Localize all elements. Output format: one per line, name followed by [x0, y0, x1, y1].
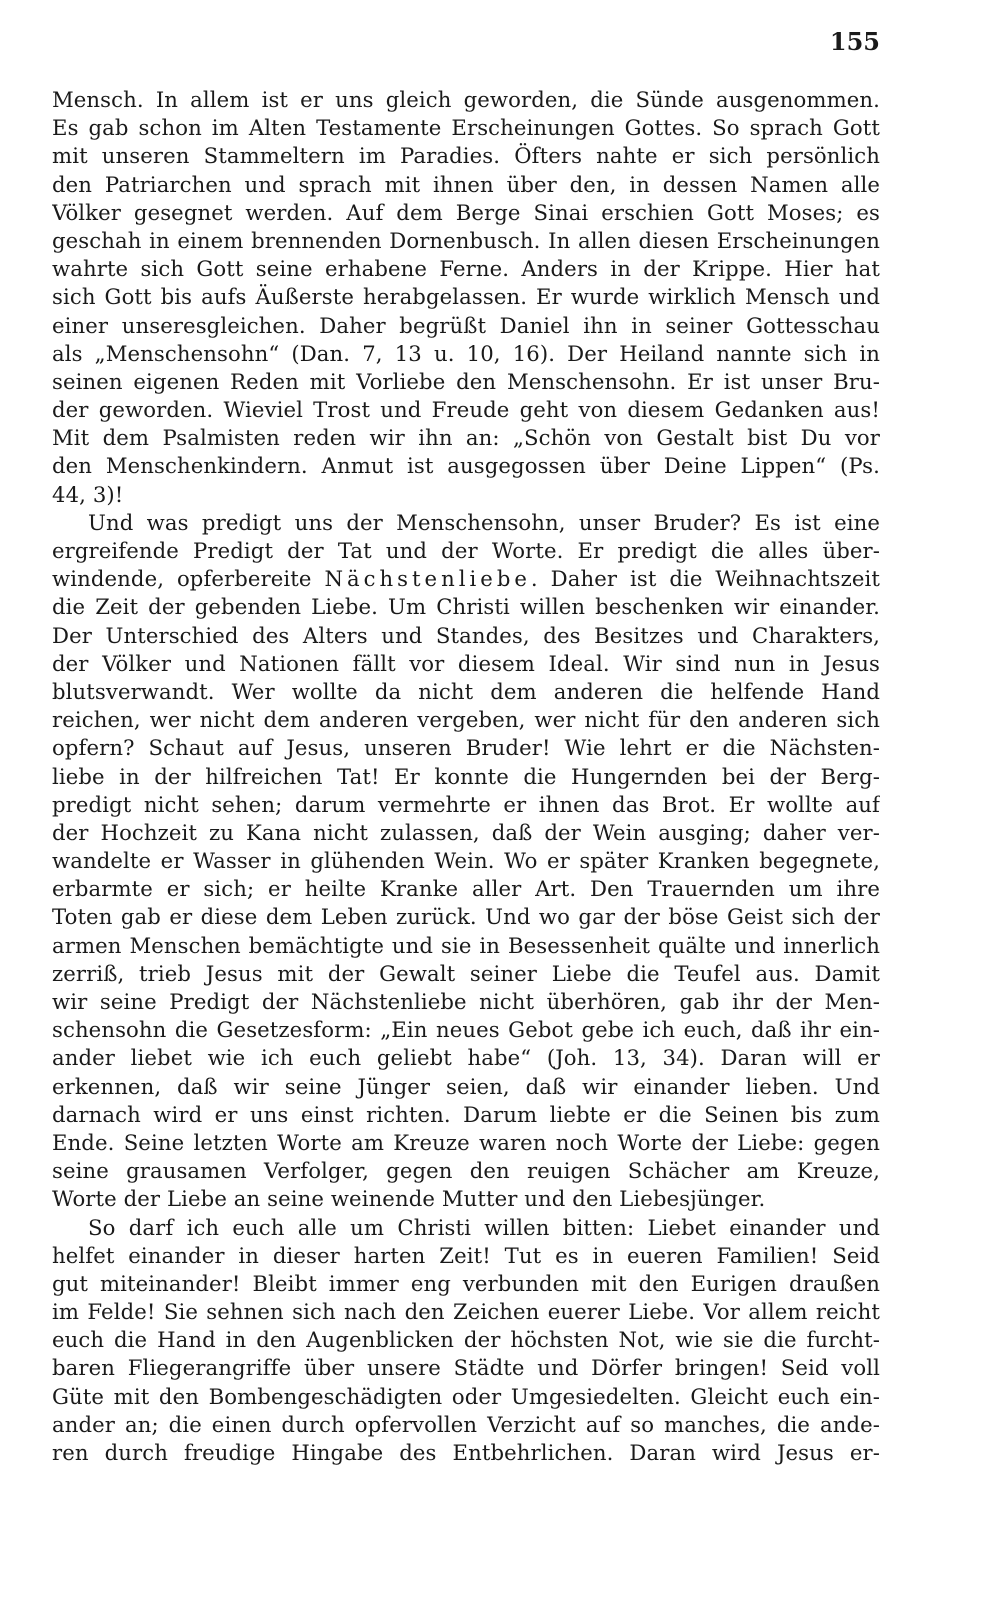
text-line-content: blutsverwandt. Wer wollte da nicht dem anderen die helfende Hand — [52, 678, 880, 704]
text-line-content: mit unseren Stammeltern im Paradies. Öfters nahte er sich persönlich — [52, 143, 880, 169]
text-line-content: wandelte er Wasser in glühenden Wein. Wo er später Kranken begegnete, — [52, 848, 880, 874]
text-line-content: baren Fliegerangriffe über unsere Städte und Dörfer bringen! Seid voll — [52, 1355, 880, 1381]
text-line — [52, 199, 880, 227]
text-line-content: schensohn die Gesetzesform: „Ein neues Gebot gebe ich euch, daß ihr ein- — [52, 1017, 880, 1043]
text-line — [52, 481, 880, 509]
page-number: 155 — [829, 27, 880, 56]
text-line-content: der Hochzeit zu Kana nicht zulassen, daß der Wein ausging; daher ver- — [52, 819, 880, 845]
text-line-content: Völker gesegnet werden. Auf dem Berge Sinai erschien Gott Moses; es — [52, 199, 880, 225]
text-line-content: Es gab schon im Alten Testamente Erscheinungen Gottes. So sprach Gott — [52, 115, 880, 141]
book-page — [52, 27, 880, 1570]
text-line-content: einer unseresgleichen. Daher begrüßt Daniel ihn in seiner Gottesschau — [52, 312, 880, 338]
text-line — [52, 819, 880, 847]
text-line — [52, 1129, 880, 1157]
text-line-content: . Daher ist die Weihnachtszeit — [530, 566, 880, 592]
text-line — [52, 1073, 880, 1101]
text-line-content: zerriß, trieb Jesus mit der Gewalt seiner Liebe die Teufel aus. Damit — [52, 960, 880, 986]
text-line — [52, 509, 880, 537]
text-line-content: erbarmte er sich; er heilte Kranke aller Art. Den Trauernden um ihre — [52, 876, 880, 902]
text-line-content: wir seine Predigt der Nächstenliebe nicht überhören, gab ihr der Men- — [52, 989, 880, 1014]
text-line — [52, 114, 880, 142]
text-line — [52, 1101, 880, 1129]
text-line — [52, 368, 880, 396]
text-line-content: der Völker und Nationen fällt vor diesem Ideal. Wir sind nun in Jesus — [52, 650, 880, 676]
text-line — [52, 650, 880, 678]
text-line-content: ander an; die einen durch opfervollen Verzicht auf so manches, die ande- — [52, 1411, 880, 1437]
text-line-content: die Zeit der gebenden Liebe. Um Christi willen beschenken wir einander. — [52, 594, 880, 620]
text-line-content: als „Menschensohn“ (Dan. 7, 13 u. 10, 16). Der Heiland nannte sich in — [52, 340, 880, 366]
text-line-content: windende, opferbereite — [52, 566, 325, 592]
text-line — [52, 424, 880, 452]
text-line-content: seinen eigenen Reden mit Vorliebe den Menschensohn. Er ist unser Bru- — [52, 368, 880, 394]
text-line — [52, 312, 880, 340]
text-line — [52, 1354, 880, 1382]
text-line-content: geschah in einem brennenden Dornenbusch. In allen diesen Erscheinungen — [52, 227, 880, 253]
text-line — [52, 1016, 880, 1044]
text-line — [52, 791, 880, 819]
text-line — [52, 1185, 880, 1213]
text-line — [52, 1439, 880, 1467]
body-text — [52, 86, 880, 1467]
text-line — [52, 593, 880, 621]
text-line-content: So darf ich euch alle um Christi willen bitten: Liebet einander und — [88, 1214, 880, 1240]
text-line — [52, 960, 880, 988]
text-line-content: Ende. Seine letzten Worte am Kreuze waren noch Worte der Liebe: gegen — [52, 1129, 880, 1155]
text-line-content: Güte mit den Bombengeschädigten oder Umgesiedelten. Gleicht euch ein- — [52, 1383, 880, 1409]
text-line — [52, 1411, 880, 1439]
text-line-content: Mensch. In allem ist er uns gleich geworden, die Sünde ausgenommen. — [52, 87, 880, 112]
text-line — [52, 932, 880, 960]
text-line — [52, 452, 880, 480]
text-line — [52, 86, 880, 114]
text-line-content: ergreifende Predigt der Tat und der Worte. Er predigt die alles über- — [52, 538, 880, 563]
text-line-content: erkennen, daß wir seine Jünger seien, daß wir einander lieben. Und — [52, 1073, 880, 1099]
text-line-content: liebe in der hilfreichen Tat! Er konnte die Hungernden bei der Berg- — [52, 763, 880, 789]
text-line-content: helfet einander in dieser harten Zeit! Tut es in eueren Familien! Seid — [52, 1242, 880, 1268]
text-line-content: gut miteinander! Bleibt immer eng verbunden mit den Eurigen draußen — [52, 1270, 880, 1296]
text-line-content: seine grausamen Verfolger, gegen den reuigen Schächer am Kreuze, — [52, 1158, 880, 1184]
text-line — [52, 1298, 880, 1326]
text-line — [52, 396, 880, 424]
text-line — [52, 763, 880, 791]
text-line — [52, 340, 880, 368]
text-line — [52, 255, 880, 283]
text-line — [52, 1044, 880, 1072]
text-line-content: den Patriarchen und sprach mit ihnen über den, in dessen Namen alle — [52, 171, 880, 197]
text-line-content: im Felde! Sie sehnen sich nach den Zeichen euerer Liebe. Vor allem reicht — [52, 1299, 880, 1325]
text-line — [52, 283, 880, 311]
text-line-content: der geworden. Wieviel Trost und Freude geht von diesem Gedanken aus! — [52, 397, 880, 423]
text-line-content: Der Unterschied des Alters und Standes, des Besitzes und Charakters, — [52, 622, 880, 648]
text-line — [52, 227, 880, 255]
text-line-content: ren durch freudige Hingabe des Entbehrlichen. Daran wird Jesus er- — [52, 1440, 880, 1465]
text-line-content: ander liebet wie ich euch geliebt habe“ (Joh. 13, 34). Daran will er — [52, 1045, 880, 1071]
text-line-content: sich Gott bis aufs Äußerste herabgelassen. Er wurde wirklich Mensch und — [52, 284, 880, 310]
text-line-content: den Menschenkindern. Anmut ist ausgegossen über Deine Lippen“ (Ps. — [52, 453, 880, 479]
text-line — [52, 142, 880, 170]
text-line-content: euch die Hand in den Augenblicken der höchsten Not, wie sie die furcht- — [52, 1327, 880, 1353]
text-line-content: Worte der Liebe an seine weinende Mutter und den Liebesjünger. — [52, 1186, 766, 1212]
text-line — [52, 1326, 880, 1354]
text-line — [52, 1157, 880, 1185]
text-line-content: 44, 3)! — [52, 481, 124, 507]
text-line-content: reichen, wer nicht dem anderen vergeben, wer nicht für den anderen sich — [52, 707, 880, 733]
text-line — [52, 706, 880, 734]
text-line — [52, 903, 880, 931]
text-line-content: opfern? Schaut auf Jesus, unseren Bruder! Wie lehrt er die Nächsten- — [52, 735, 880, 761]
text-line-content: predigt nicht sehen; darum vermehrte er ihnen das Brot. Er wollte auf — [52, 791, 880, 817]
text-line-content: Und was predigt uns der Menschensohn, unser Bruder? Es ist eine — [88, 509, 880, 535]
text-line — [52, 1270, 880, 1298]
text-line-content: Toten gab er diese dem Leben zurück. Und wo gar der böse Geist sich der — [52, 904, 880, 930]
text-line-content: wahrte sich Gott seine erhabene Ferne. Anders in der Krippe. Hier hat — [52, 256, 880, 282]
text-line-content: darnach wird er uns einst richten. Darum liebte er die Seinen bis zum — [52, 1101, 880, 1127]
text-line — [52, 171, 880, 199]
text-line-content: Mit dem Psalmisten reden wir ihn an: „Schön von Gestalt bist Du vor — [52, 425, 880, 451]
text-line-content: armen Menschen bemächtigte und sie in Besessenheit quälte und innerlich — [52, 932, 880, 958]
text-line — [52, 537, 880, 565]
text-line — [52, 565, 880, 593]
text-line — [52, 678, 880, 706]
text-line — [52, 847, 880, 875]
text-line — [52, 734, 880, 762]
text-line — [52, 875, 880, 903]
text-line — [52, 1214, 880, 1242]
text-line — [52, 1383, 880, 1411]
text-line — [52, 988, 880, 1016]
text-line — [52, 622, 880, 650]
text-line — [52, 1242, 880, 1270]
emphasized-word: Nächstenliebe — [324, 566, 531, 592]
